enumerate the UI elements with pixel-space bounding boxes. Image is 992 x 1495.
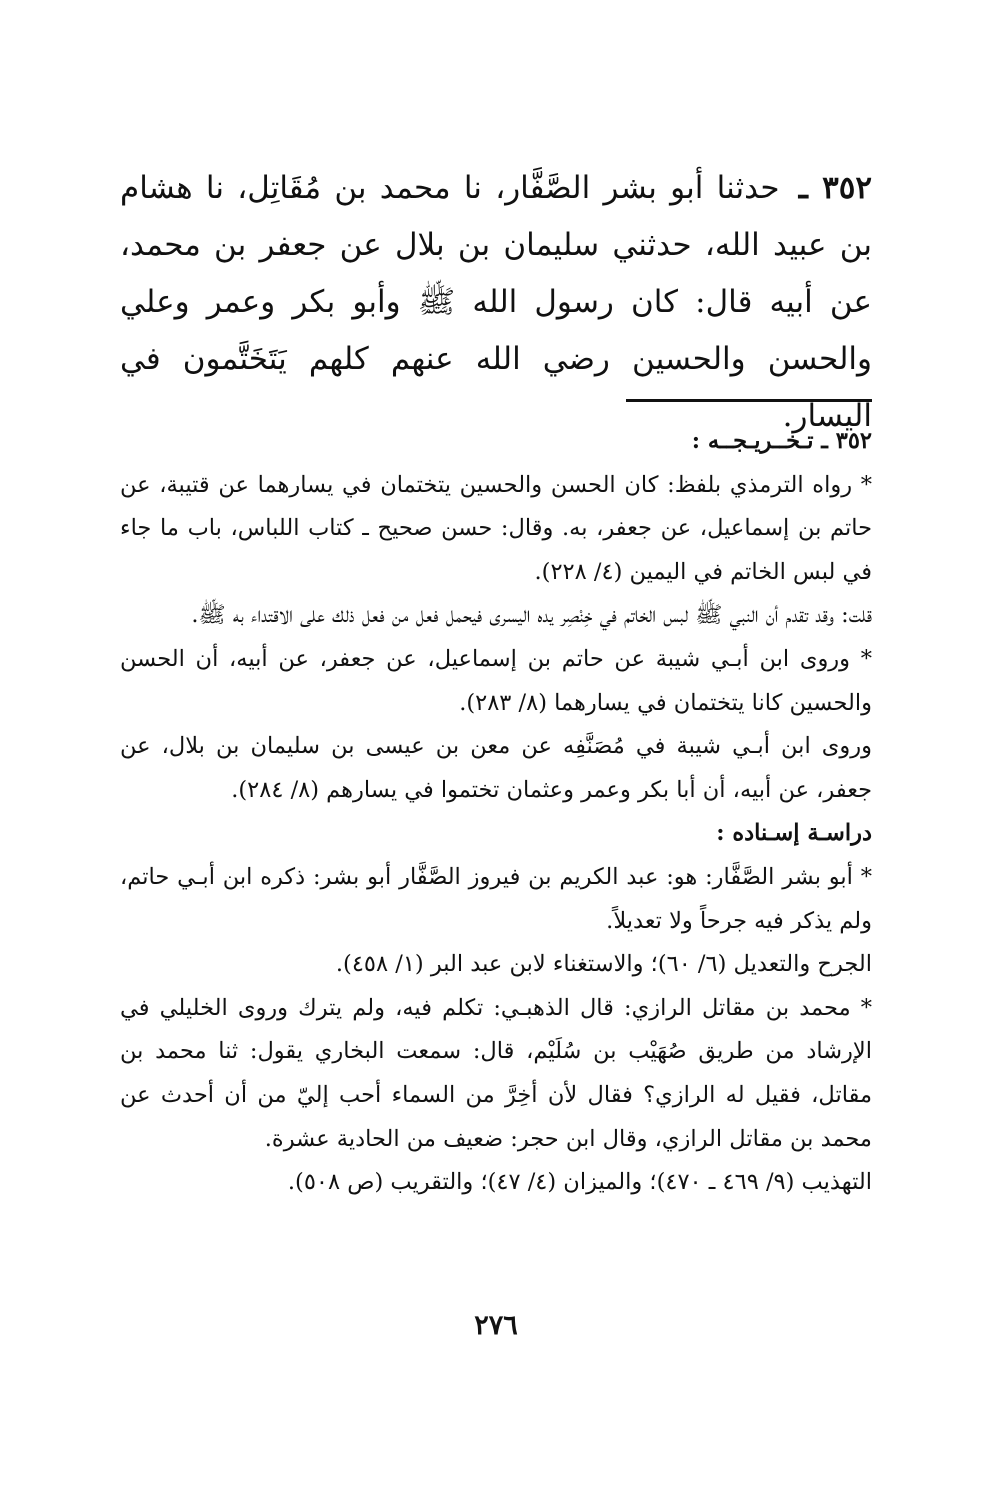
hadith-body: حدثنا أبو بشر الصَّفَّار، نا محمد بن مُقَاتِل، نا هشام بن عبيد الله، حدثني سليمان بن بلال عن جعفر بن محمد، عن أبيه قال: كان رسول الله ﷺ وأبو بكر وعمر وعلي والحسن والحسين رضي الله عنهم كلهم يَتَخَتَّمون في اليسار. xyxy=(120,170,872,434)
narrator-ibn-muqatil: * محمد بن مقاتل الرازي: قال الذهبـي: تكلم فيه، ولم يترك وروى الخليلي في الإرشاد من طريق صُهَيْب بن سُلَيْم، قال: سمعت البخاري يقول: ثنا محمد بن مقاتل، فقيل له الرازي؟ فقال لأن أخِرَّ من السماء أحب إليّ من أن أحدث عن محمد بن مقاتل الرازي، وقال ابن حجر: ضعيف من الحادية عشرة. xyxy=(120,994,872,1152)
takhrij-ibn-abi-shayba-2: وروى ابن أبـي شيبة في مُصَنَّفِه عن معن بن عيسى بن سليمان بن بلال، عن جعفر، عن أبيه، أن أبا بكر وعمر وعثمان تختموا في يسارهم (٨/ ٢٨٤). xyxy=(120,733,872,803)
dirasa-heading: دراسـة إسـناده : xyxy=(716,820,872,847)
takhrij-tirmidhi: * رواه الترمذي بلفظ: كان الحسن والحسين يتختمان في يسارهما عن قتيبة، عن حاتم بن إسماعيل، عن جعفر، به. وقال: حسن صحيح ـ كتاب اللباس، باب ما جاء في لبس الخاتم في اليمين (٤/ ٢٢٨). xyxy=(120,471,872,585)
hadith-text xyxy=(120,160,872,445)
footnote-divider xyxy=(626,399,872,402)
footnotes xyxy=(120,420,872,1205)
hadith-number: ٣٥٢ ـ xyxy=(798,170,873,206)
narrator-abu-bishr: * أبو بشر الصَّفَّار: هو: عبد الكريم بن فيروز الصَّفَّار أبو بشر: ذكره ابن أبـي حاتم، ولم يذكر فيه جرحاً ولا تعديلاً. xyxy=(120,863,872,934)
author-note: قلت: وقد تقدم أن النبي ﷺ لبس الخاتم في خِنْصِر يده اليسرى فيحمل فعل من فعل ذلك على الاقتداء به ﷺ. xyxy=(191,602,872,629)
page-number: ٢٧٦ xyxy=(474,1310,518,1341)
takhrij-ibn-abi-shayba-1: * وروى ابن أبـي شيبة عن حاتم بن إسماعيل، عن جعفر، عن أبيه، أن الحسن والحسين كانا يتختمان في يسارهما (٨/ ٢٨٣). xyxy=(120,645,872,716)
narrator-abu-bishr-refs: الجرح والتعديل (٦/ ٦٠)؛ والاستغناء لابن عبد البر (١/ ٤٥٨). xyxy=(335,951,872,978)
takhrij-heading: ٣٥٢ ـ تـخــريـجــه : xyxy=(691,428,872,454)
narrator-ibn-muqatil-refs: التهذيب (٩/ ٤٦٩ ـ ٤٧٠)؛ والميزان (٤/ ٤٧)؛ والتقريب (ص ٥٠٨). xyxy=(287,1169,872,1196)
